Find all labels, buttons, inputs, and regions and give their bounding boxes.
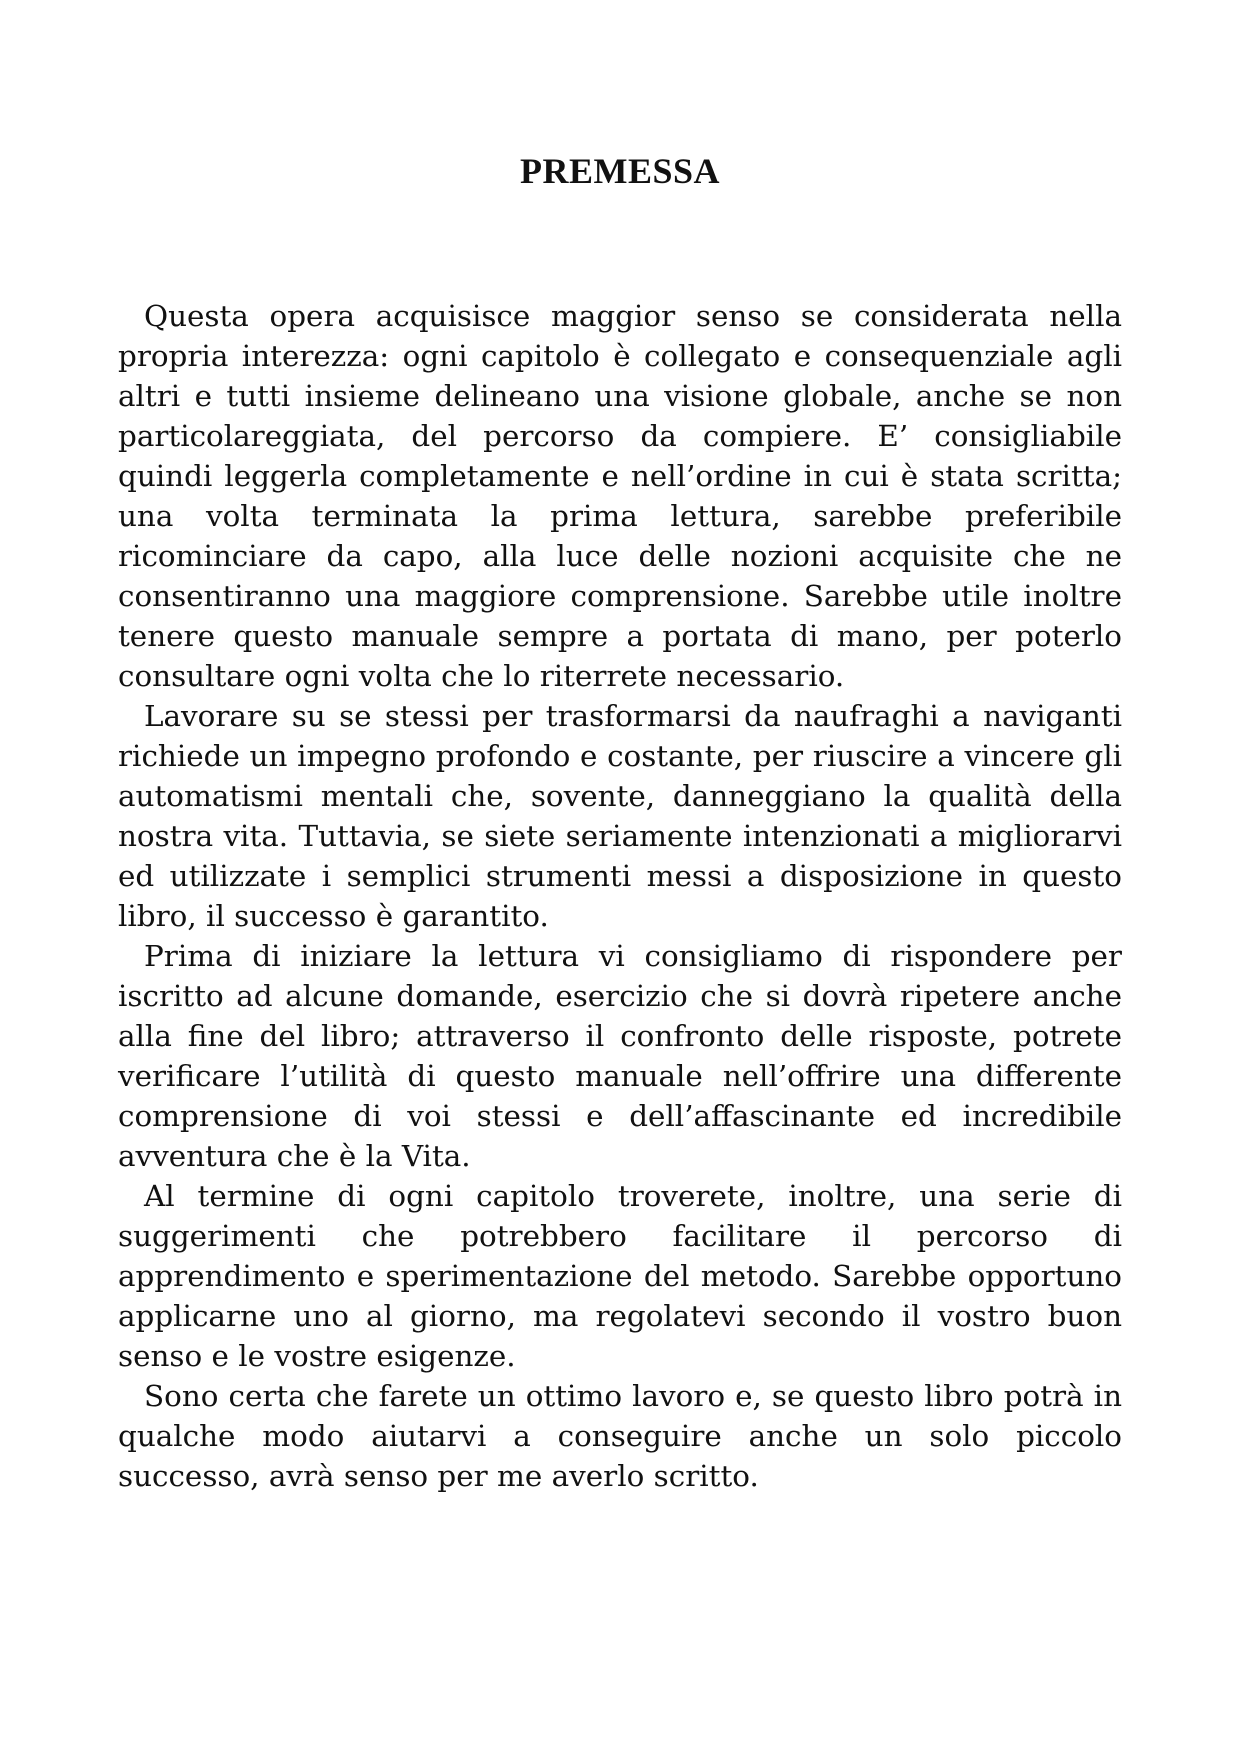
page-title: PREMESSA [519,151,721,191]
paragraph: Sono certa che farete un ottimo lavoro e, se questo libro potrà in qualche modo aiutarvi a conseguire anche un solo piccolo successo, avrà senso per me averlo scritto. [118,1379,1122,1493]
paragraph: Lavorare su se stessi per trasformarsi da naufraghi a naviganti richiede un impegno profondo e costante, per riuscire a vincere gli automatismi mentali che, sovente, danneggiano la qualità della nostra vita. Tuttavia, se siete seriamente intenzionati a migliorarvi ed utilizzate i semplici strumenti messi a disposizione in questo libro, il successo è garantito. [118,699,1122,933]
paragraph: Al termine di ogni capitolo troverete, inoltre, una serie di suggerimenti che potrebbero facilitare il percorso di apprendimento e sperimentazione del metodo. Sarebbe opportuno applicarne uno al giorno, ma regolatevi secondo il vostro buon senso e le vostre esigenze. [118,1179,1122,1373]
paragraph: Prima di iniziare la lettura vi consigliamo di rispondere per iscritto ad alcune domande, esercizio che si dovrà ripetere anche alla fine del libro; attraverso il confronto delle risposte, potrete verificare l’utilità di questo manuale nell’offrire una differente comprensione di voi stessi e dell’affascinante ed incredibile avventura che è la Vita. [118,939,1122,1173]
body-text [118,296,1122,1496]
paragraph: Questa opera acquisisce maggior senso se considerata nella propria interezza: ogni capitolo è collegato e consequenziale agli altri e tutti insieme delineano una visione globale, anche se non particolareggiata, del percorso da compiere. E’ consigliabile quindi leggerla completamente e nell’ordine in cui è stata scritta; una volta terminata la prima lettura, sarebbe preferibile ricominciare da capo, alla luce delle nozioni acquisite che ne consentiranno una maggiore comprensione. Sarebbe utile inoltre tenere questo manuale sempre a portata di mano, per poterlo consultare ogni volta che lo riterrete necessario. [118,299,1122,693]
